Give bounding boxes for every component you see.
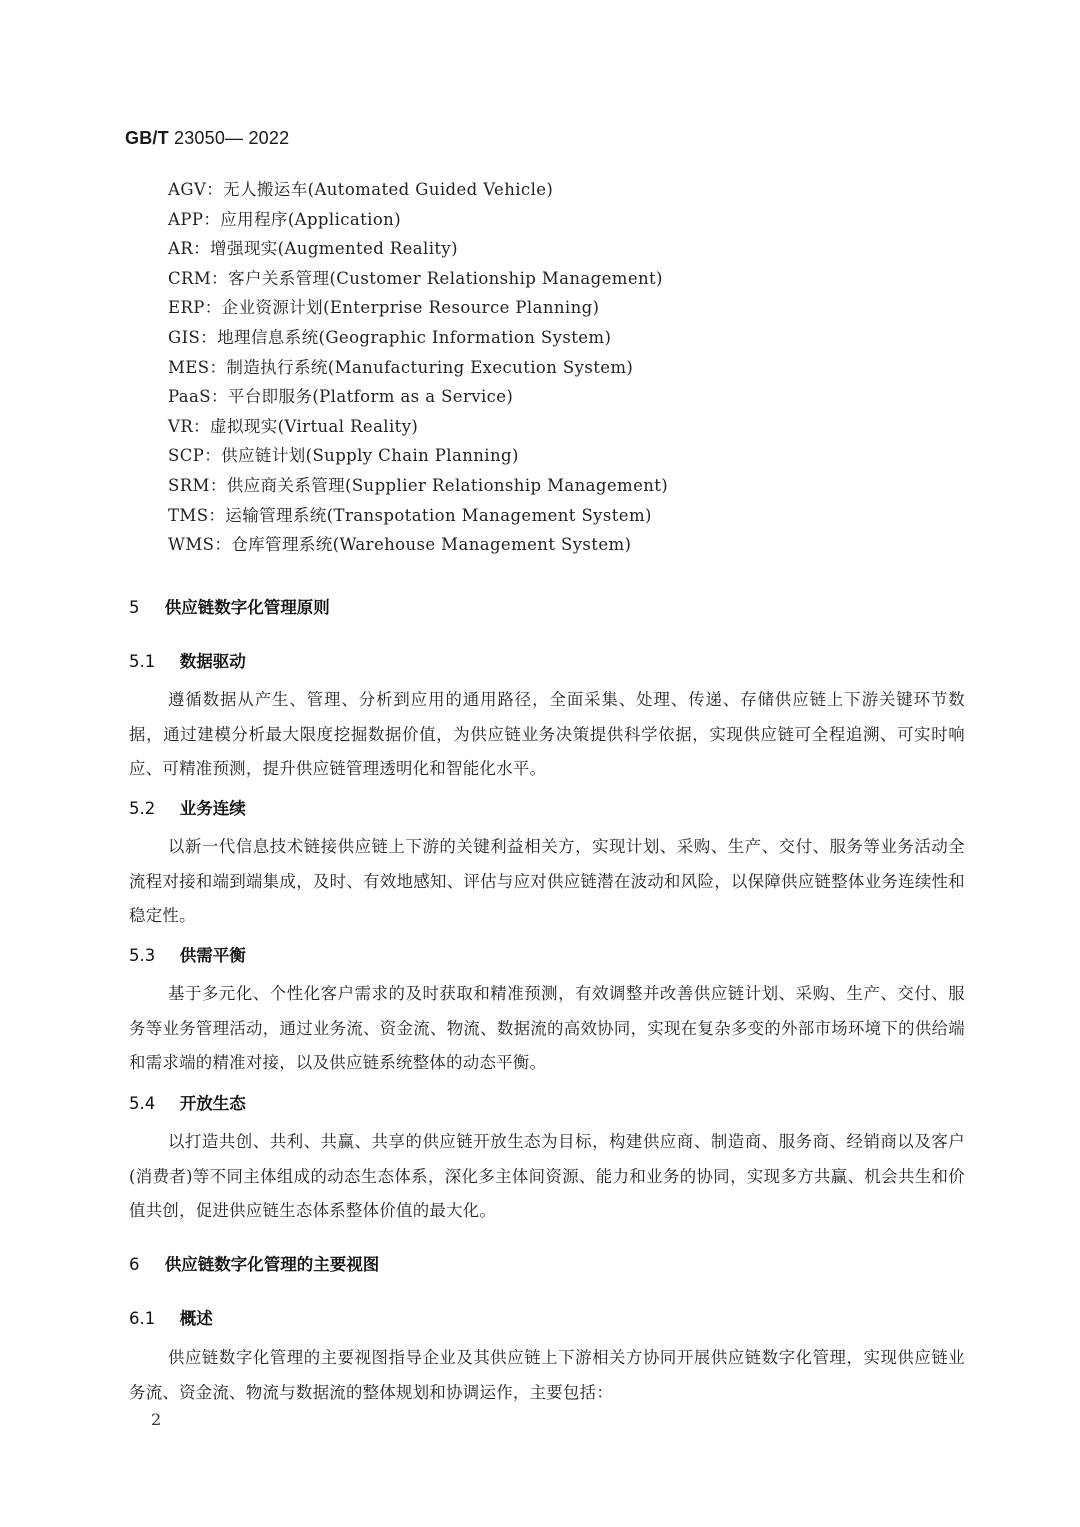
abbreviation-item: MES：制造执行系统(Manufacturing Execution System) bbox=[168, 357, 634, 377]
section-5-4-paragraph: 以打造共创、共利、共赢、共享的供应链开放生态为目标，构建供应商、制造商、服务商、经销商以及客户(消费者)等不同主体组成的动态生态体系，深化多主体间资源、能力和业务的协同，实现多方共赢、机会共生和价值共创，促进供应链生态体系整体价值的最大化。 bbox=[129, 1132, 965, 1220]
doc-prefix: GB/T bbox=[125, 128, 169, 148]
section-number: 5.1 bbox=[129, 652, 156, 671]
section-title: 开放生态 bbox=[179, 1094, 246, 1113]
section-6-1-paragraph: 供应链数字化管理的主要视图指导企业及其供应链上下游相关方协同开展供应链数字化管理，实现供应链业务流、资金流、物流与数据流的整体规划和协调运作，主要包括： bbox=[129, 1348, 965, 1402]
section-title: 供需平衡 bbox=[179, 946, 246, 965]
section-title: 数据驱动 bbox=[179, 652, 246, 671]
section-title: 供应链数字化管理原则 bbox=[164, 598, 330, 617]
section-5-3-paragraph: 基于多元化、个性化客户需求的及时获取和精准预测，有效调整并改善供应链计划、采购、生产、交付、服务等业务管理活动，通过业务流、资金流、物流、数据流的高效协同，实现在复杂多变的外部市场环境下的供给端和需求端的精准对接，以及供应链系统整体的动态平衡。 bbox=[129, 984, 965, 1072]
section-5-2-heading bbox=[129, 795, 246, 819]
section-5-3-heading bbox=[129, 942, 246, 966]
section-title: 供应链数字化管理的主要视图 bbox=[164, 1255, 380, 1274]
section-6-1-heading bbox=[129, 1305, 213, 1329]
abbreviation-item: APP：应用程序(Application) bbox=[168, 209, 402, 229]
abbreviation-item: GIS：地理信息系统(Geographic Information System) bbox=[168, 327, 612, 347]
section-title: 概述 bbox=[179, 1309, 213, 1328]
abbreviation-item: WMS：仓库管理系统(Warehouse Management System) bbox=[168, 535, 632, 555]
section-number: 5.4 bbox=[129, 1094, 156, 1113]
abbreviation-item: TMS：运输管理系统(Transpotation Management System) bbox=[168, 505, 652, 525]
section-5-1-heading bbox=[129, 648, 246, 672]
abbreviation-item: ERP：企业资源计划(Enterprise Resource Planning) bbox=[168, 298, 600, 318]
section-5-heading bbox=[129, 594, 330, 618]
section-number: 6.1 bbox=[129, 1309, 156, 1328]
section-5-4-heading bbox=[129, 1090, 246, 1114]
section-number: 5.3 bbox=[129, 946, 156, 965]
abbreviation-item: AR：增强现实(Augmented Reality) bbox=[168, 239, 458, 259]
abbreviation-item: CRM：客户关系管理(Customer Relationship Management) bbox=[168, 268, 663, 288]
abbreviation-item: VR：虚拟现实(Virtual Reality) bbox=[168, 416, 419, 436]
abbreviation-list bbox=[168, 175, 668, 560]
page-number: 2 bbox=[151, 1410, 162, 1429]
abbreviation-item: PaaS：平台即服务(Platform as a Service) bbox=[168, 387, 514, 407]
abbreviation-item: SCP：供应链计划(Supply Chain Planning) bbox=[168, 446, 519, 466]
abbreviation-item: SRM：供应商关系管理(Supplier Relationship Management) bbox=[168, 475, 669, 495]
abbreviation-item: AGV：无人搬运车(Automated Guided Vehicle) bbox=[168, 180, 554, 199]
section-number: 6 bbox=[129, 1255, 140, 1274]
document-identifier bbox=[125, 128, 289, 149]
doc-number: 23050— 2022 bbox=[174, 128, 290, 148]
section-number: 5.2 bbox=[129, 799, 156, 818]
section-5-1-paragraph: 遵循数据从产生、管理、分析到应用的通用路径，全面采集、处理、传递、存储供应链上下游关键环节数据，通过建模分析最大限度挖掘数据价值，为供应链业务决策提供科学依据，实现供应链可全程追溯、可实时响应、可精准预测，提升供应链管理透明化和智能化水平。 bbox=[129, 690, 965, 778]
section-number: 5 bbox=[129, 598, 140, 617]
section-6-heading bbox=[129, 1251, 379, 1275]
section-5-2-paragraph: 以新一代信息技术链接供应链上下游的关键利益相关方，实现计划、采购、生产、交付、服务等业务活动全流程对接和端到端集成，及时、有效地感知、评估与应对供应链潜在波动和风险，以保障供应链整体业务连续性和稳定性。 bbox=[129, 837, 965, 925]
section-title: 业务连续 bbox=[179, 799, 246, 818]
